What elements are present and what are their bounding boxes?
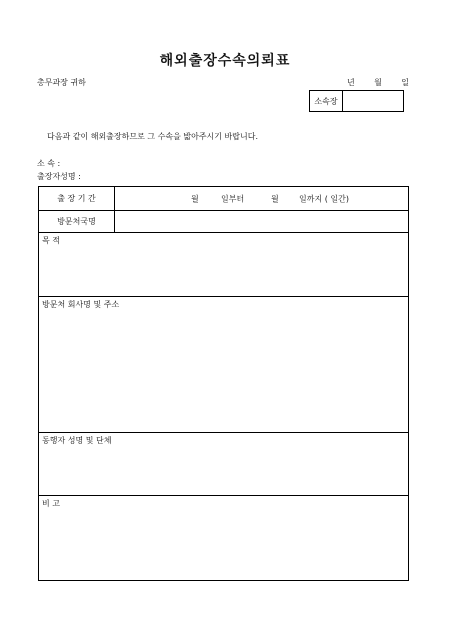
visit-section[interactable] [39, 296, 408, 432]
date-day-label: 일 [401, 78, 409, 87]
period-field[interactable] [115, 187, 408, 210]
country-row [39, 210, 408, 232]
date-year-label: 년 [347, 78, 355, 87]
purpose-section[interactable] [39, 232, 408, 296]
period-label: 출 장 기 간 [39, 187, 115, 210]
dept-head-label: 소속장 [310, 91, 343, 111]
request-text: 다음과 같이 해외출장하므로 그 수속을 밟아주시기 바랍니다. [47, 132, 258, 141]
period-month2: 월 [271, 194, 279, 203]
period-month1: 월 [191, 194, 199, 203]
request-form-table [38, 186, 409, 581]
companion-label: 동행자 성명 및 단체 [42, 436, 112, 445]
affiliation-label: 소 속 : [37, 159, 61, 168]
country-field[interactable] [115, 211, 408, 232]
remarks-label: 비 고 [42, 499, 60, 508]
addressee: 총무과장 귀하 [37, 78, 86, 87]
document-title: 해외출장수속의뢰표 [159, 53, 291, 69]
visit-label: 방문처 회사명 및 주소 [42, 300, 120, 309]
period-from: 일부터 [221, 194, 245, 203]
country-label: 방문처국명 [39, 211, 115, 232]
purpose-label: 목 적 [42, 236, 60, 245]
dept-head-box [309, 90, 404, 112]
period-to: 일까지 ( 일간) [299, 194, 349, 203]
remarks-section[interactable] [39, 495, 408, 580]
traveler-name-label: 출장자성명 : [37, 172, 81, 181]
date-line [347, 77, 409, 88]
period-row [39, 187, 408, 210]
companion-section[interactable] [39, 432, 408, 495]
dept-head-signature-field[interactable] [343, 91, 403, 111]
date-month-label: 월 [374, 78, 382, 87]
